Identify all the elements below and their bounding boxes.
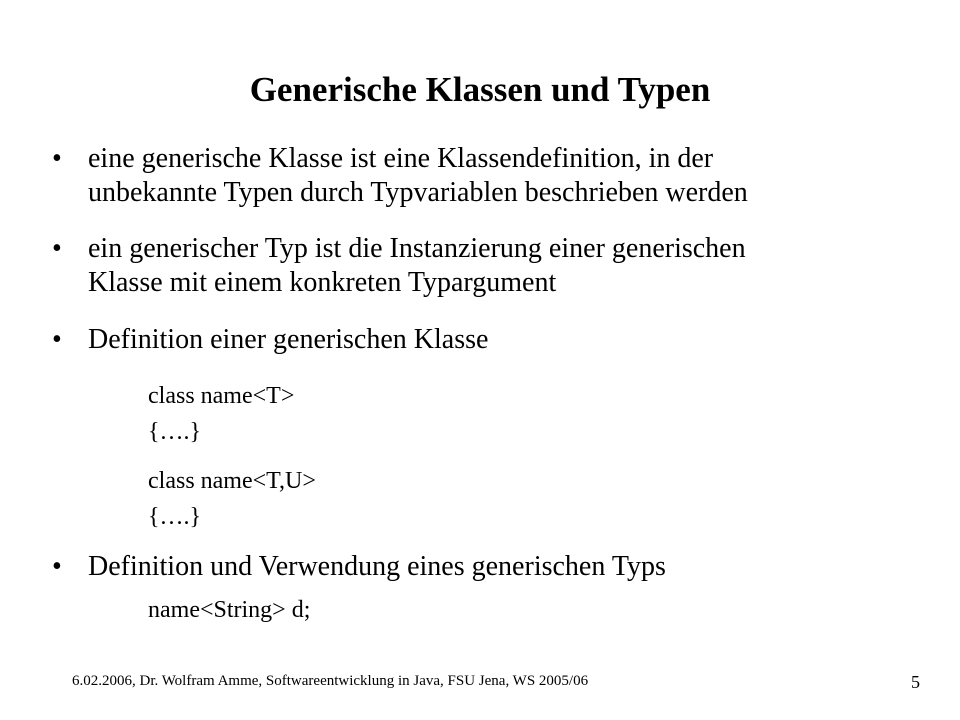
bullet-text-line: ein generischer Typ ist die Instanzierung einer generischen	[88, 233, 746, 264]
slide-title: Generische Klassen und Typen	[249, 70, 711, 109]
bullet-dot: •	[52, 233, 62, 264]
code-line: name<String> d;	[148, 597, 311, 623]
bullet-text-line: Definition und Verwendung eines generischen Typs	[88, 551, 666, 582]
bullet-text-line: Definition einer generischen Klasse	[88, 324, 489, 355]
page-number: 5	[911, 672, 920, 692]
bullet-dot: •	[52, 143, 62, 174]
bullet-text-line: Klasse mit einem konkreten Typargument	[88, 267, 557, 298]
bullet-text-line: unbekannte Typen durch Typvariablen beschrieben werden	[88, 177, 748, 208]
code-line: class name<T>	[148, 383, 295, 409]
bullet-text-line: eine generische Klasse ist eine Klassendefinition, in der	[88, 143, 714, 174]
code-line: {….}	[148, 504, 202, 530]
code-line: class name<T,U>	[148, 468, 316, 494]
bullet-dot: •	[52, 551, 62, 582]
bullet-dot: •	[52, 324, 62, 355]
slide-footer: 6.02.2006, Dr. Wolfram Amme, Softwareentwicklung in Java, FSU Jena, WS 2005/06	[72, 673, 589, 689]
code-line: {….}	[148, 419, 202, 445]
